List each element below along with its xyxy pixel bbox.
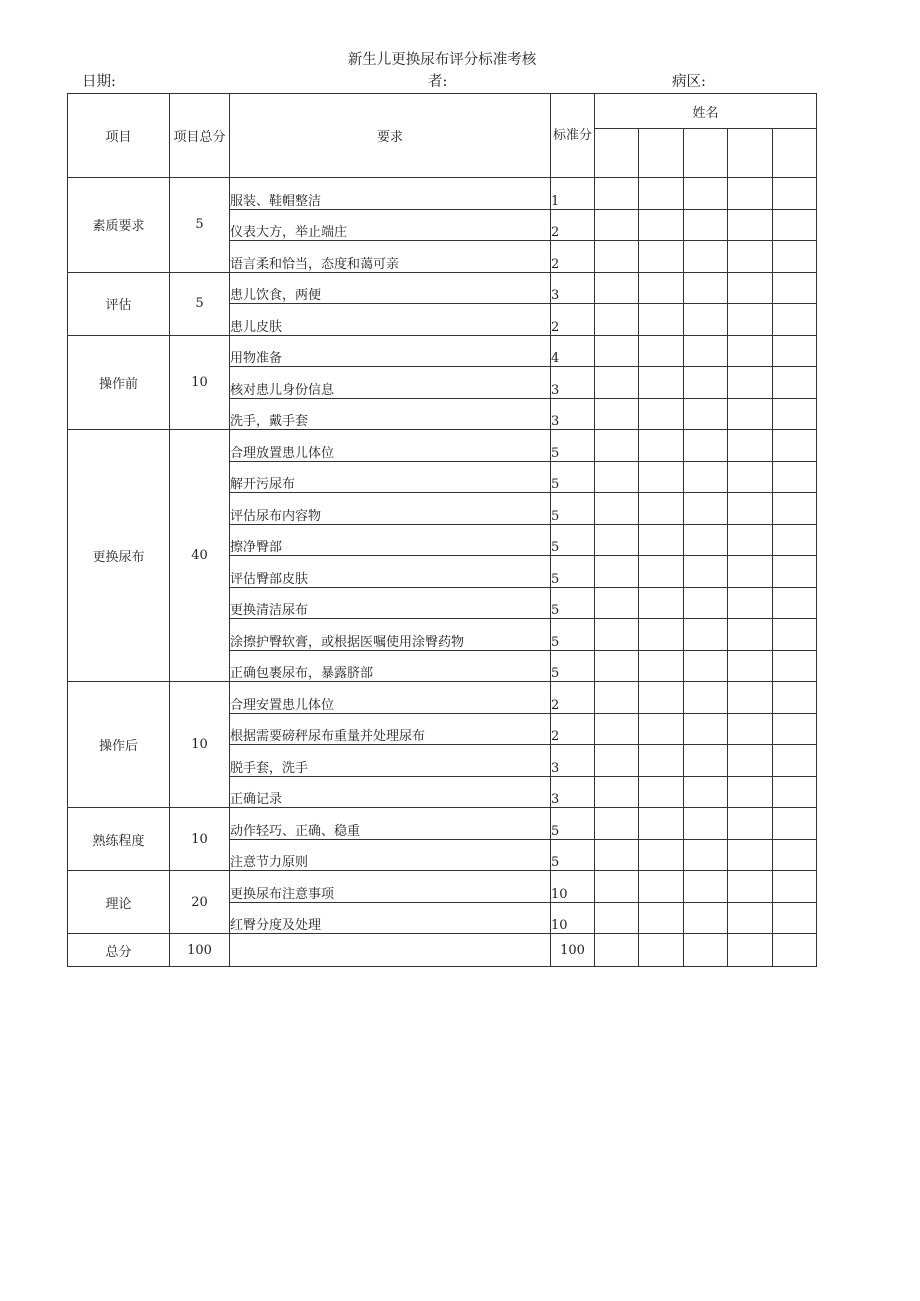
requirement-text: 核对患儿身份信息	[230, 367, 551, 399]
total-standard-score: 100	[551, 934, 595, 967]
requirement-text: 患儿皮肤	[230, 304, 551, 336]
score-input-cell[interactable]	[728, 682, 772, 714]
score-input-cell[interactable]	[772, 934, 816, 967]
score-input-cell[interactable]	[772, 178, 816, 210]
section-name: 更换尿布	[68, 430, 170, 682]
score-input-cell[interactable]	[595, 178, 639, 210]
standard-score: 1	[551, 178, 595, 210]
standard-score: 5	[551, 839, 595, 871]
requirement-text: 患儿饮食，两便	[230, 272, 551, 304]
score-input-cell[interactable]	[639, 682, 683, 714]
score-input-cell[interactable]	[683, 398, 727, 430]
requirement-text: 注意节力原则	[230, 839, 551, 871]
requirement-text: 评估臀部皮肤	[230, 556, 551, 588]
score-input-cell[interactable]	[595, 461, 639, 493]
score-input-cell[interactable]	[639, 493, 683, 525]
standard-score: 5	[551, 619, 595, 651]
standard-score: 2	[551, 682, 595, 714]
col-header-item-total: 项目总分	[170, 94, 230, 178]
score-input-cell[interactable]	[683, 839, 727, 871]
score-input-cell[interactable]	[639, 209, 683, 241]
score-input-cell[interactable]	[683, 461, 727, 493]
score-input-cell[interactable]	[772, 430, 816, 462]
requirement-text: 擦净臀部	[230, 524, 551, 556]
standard-score: 3	[551, 776, 595, 808]
score-input-cell[interactable]	[595, 209, 639, 241]
score-input-cell[interactable]	[683, 587, 727, 619]
score-input-cell[interactable]	[683, 619, 727, 651]
score-input-cell[interactable]	[595, 493, 639, 525]
score-input-cell[interactable]	[728, 808, 772, 840]
score-input-cell[interactable]	[639, 713, 683, 745]
score-input-cell[interactable]	[639, 430, 683, 462]
score-input-cell[interactable]	[728, 430, 772, 462]
section-name: 操作前	[68, 335, 170, 430]
score-input-cell[interactable]	[595, 713, 639, 745]
score-input-cell[interactable]	[683, 682, 727, 714]
score-input-cell[interactable]	[683, 745, 727, 777]
score-input-cell[interactable]	[639, 839, 683, 871]
score-input-cell[interactable]	[595, 839, 639, 871]
score-input-cell[interactable]	[728, 713, 772, 745]
page-title: 新生儿更换尿布评分标准考核	[347, 52, 537, 68]
score-input-cell[interactable]	[595, 682, 639, 714]
total-row	[68, 934, 817, 967]
section-total: 10	[170, 335, 230, 430]
score-input-cell[interactable]	[683, 808, 727, 840]
score-input-cell[interactable]	[683, 241, 727, 273]
section-total: 40	[170, 430, 230, 682]
requirement-text: 解开污尿布	[230, 461, 551, 493]
score-input-cell[interactable]	[683, 304, 727, 336]
section-total: 20	[170, 871, 230, 934]
standard-score: 5	[551, 430, 595, 462]
score-input-cell[interactable]	[639, 587, 683, 619]
score-input-cell[interactable]	[683, 493, 727, 525]
col-header-item: 项目	[68, 94, 170, 178]
score-input-cell[interactable]	[772, 493, 816, 525]
score-input-cell[interactable]	[728, 587, 772, 619]
name-input-cell[interactable]	[595, 129, 639, 178]
table-row	[68, 335, 817, 367]
requirement-text: 评估尿布内容物	[230, 493, 551, 525]
score-input-cell[interactable]	[728, 367, 772, 399]
name-input-cell[interactable]	[639, 129, 683, 178]
requirement-text: 更换尿布注意事项	[230, 871, 551, 903]
requirement-text: 根据需要磅秤尿布重量并处理尿布	[230, 713, 551, 745]
score-input-cell[interactable]	[595, 304, 639, 336]
table-row	[68, 178, 817, 210]
section-name: 熟练程度	[68, 808, 170, 871]
total-item-score: 100	[170, 934, 230, 967]
requirement-text: 语言柔和恰当，态度和蔼可亲	[230, 241, 551, 273]
score-input-cell[interactable]	[772, 682, 816, 714]
standard-score: 10	[551, 871, 595, 903]
standard-score: 5	[551, 556, 595, 588]
total-requirement-cell	[230, 934, 551, 967]
score-input-cell[interactable]	[639, 556, 683, 588]
requirement-text: 更换清洁尿布	[230, 587, 551, 619]
score-input-cell[interactable]	[728, 556, 772, 588]
score-input-cell[interactable]	[595, 587, 639, 619]
score-input-cell[interactable]	[728, 524, 772, 556]
score-input-cell[interactable]	[683, 871, 727, 903]
score-input-cell[interactable]	[772, 650, 816, 682]
requirement-text: 合理放置患儿体位	[230, 430, 551, 462]
standard-score: 5	[551, 461, 595, 493]
requirement-text: 正确包裹尿布，暴露脐部	[230, 650, 551, 682]
col-header-name: 姓名	[595, 94, 817, 129]
requirement-text: 合理安置患儿体位	[230, 682, 551, 714]
score-input-cell[interactable]	[639, 461, 683, 493]
section-name: 理论	[68, 871, 170, 934]
score-input-cell[interactable]	[683, 713, 727, 745]
score-input-cell[interactable]	[595, 524, 639, 556]
standard-score: 4	[551, 335, 595, 367]
score-input-cell[interactable]	[683, 367, 727, 399]
standard-score: 5	[551, 808, 595, 840]
score-input-cell[interactable]	[728, 209, 772, 241]
standard-score: 3	[551, 367, 595, 399]
score-input-cell[interactable]	[728, 745, 772, 777]
name-input-cell[interactable]	[683, 129, 727, 178]
score-input-cell[interactable]	[728, 461, 772, 493]
standard-score: 5	[551, 524, 595, 556]
section-name: 操作后	[68, 682, 170, 808]
score-input-cell[interactable]	[772, 556, 816, 588]
requirement-text: 洗手，戴手套	[230, 398, 551, 430]
ward-label: 病区:	[672, 74, 706, 90]
score-input-cell[interactable]	[772, 871, 816, 903]
score-input-cell[interactable]	[772, 367, 816, 399]
score-input-cell[interactable]	[772, 209, 816, 241]
score-input-cell[interactable]	[595, 398, 639, 430]
standard-score: 3	[551, 398, 595, 430]
score-input-cell[interactable]	[683, 272, 727, 304]
score-input-cell[interactable]	[683, 556, 727, 588]
score-input-cell[interactable]	[683, 776, 727, 808]
section-total: 10	[170, 682, 230, 808]
score-input-cell[interactable]	[595, 556, 639, 588]
requirement-text: 仪表大方，举止端庄	[230, 209, 551, 241]
standard-score: 5	[551, 587, 595, 619]
standard-score: 3	[551, 745, 595, 777]
score-input-cell[interactable]	[595, 272, 639, 304]
score-input-cell[interactable]	[772, 745, 816, 777]
score-input-cell[interactable]	[683, 524, 727, 556]
score-input-cell[interactable]	[639, 745, 683, 777]
score-input-cell[interactable]	[772, 902, 816, 934]
score-input-cell[interactable]	[639, 398, 683, 430]
score-input-cell[interactable]	[683, 934, 727, 967]
score-sheet-table	[67, 93, 817, 967]
standard-score: 2	[551, 713, 595, 745]
score-input-cell[interactable]	[639, 650, 683, 682]
standard-score: 5	[551, 493, 595, 525]
examiner-label: 者:	[428, 74, 448, 90]
score-input-cell[interactable]	[595, 808, 639, 840]
score-input-cell[interactable]	[772, 619, 816, 651]
section-name: 素质要求	[68, 178, 170, 273]
score-input-cell[interactable]	[728, 650, 772, 682]
total-label: 总分	[68, 934, 170, 967]
score-input-cell[interactable]	[639, 272, 683, 304]
standard-score: 10	[551, 902, 595, 934]
score-input-cell[interactable]	[595, 776, 639, 808]
score-input-cell[interactable]	[728, 839, 772, 871]
score-input-cell[interactable]	[772, 713, 816, 745]
score-input-cell[interactable]	[728, 304, 772, 336]
score-input-cell[interactable]	[595, 934, 639, 967]
score-input-cell[interactable]	[728, 493, 772, 525]
name-input-cell[interactable]	[728, 129, 772, 178]
requirement-text: 用物准备	[230, 335, 551, 367]
score-input-cell[interactable]	[639, 304, 683, 336]
score-input-cell[interactable]	[639, 241, 683, 273]
section-name: 评估	[68, 272, 170, 335]
col-header-requirement: 要求	[230, 94, 551, 178]
requirement-text: 服装、鞋帽整洁	[230, 178, 551, 210]
table-row	[68, 272, 817, 304]
section-total: 10	[170, 808, 230, 871]
requirement-text: 脱手套，洗手	[230, 745, 551, 777]
section-total: 5	[170, 178, 230, 273]
score-input-cell[interactable]	[639, 871, 683, 903]
score-input-cell[interactable]	[728, 776, 772, 808]
score-input-cell[interactable]	[728, 398, 772, 430]
score-input-cell[interactable]	[772, 398, 816, 430]
score-input-cell[interactable]	[639, 808, 683, 840]
score-input-cell[interactable]	[683, 902, 727, 934]
score-input-cell[interactable]	[728, 871, 772, 903]
score-input-cell[interactable]	[772, 461, 816, 493]
score-input-cell[interactable]	[772, 808, 816, 840]
score-input-cell[interactable]	[772, 839, 816, 871]
score-input-cell[interactable]	[595, 367, 639, 399]
name-input-cell[interactable]	[772, 129, 816, 178]
score-input-cell[interactable]	[772, 776, 816, 808]
score-input-cell[interactable]	[772, 241, 816, 273]
standard-score: 5	[551, 650, 595, 682]
standard-score: 2	[551, 209, 595, 241]
standard-score: 2	[551, 241, 595, 273]
score-input-cell[interactable]	[639, 902, 683, 934]
score-input-cell[interactable]	[728, 902, 772, 934]
score-input-cell[interactable]	[595, 335, 639, 367]
table-row	[68, 682, 817, 714]
score-input-cell[interactable]	[772, 587, 816, 619]
score-input-cell[interactable]	[639, 367, 683, 399]
score-input-cell[interactable]	[683, 430, 727, 462]
section-total: 5	[170, 272, 230, 335]
score-input-cell[interactable]	[639, 335, 683, 367]
score-input-cell[interactable]	[728, 241, 772, 273]
score-input-cell[interactable]	[639, 776, 683, 808]
score-input-cell[interactable]	[772, 335, 816, 367]
table-row	[68, 808, 817, 840]
requirement-text: 动作轻巧、正确、稳重	[230, 808, 551, 840]
score-input-cell[interactable]	[683, 209, 727, 241]
standard-score: 3	[551, 272, 595, 304]
score-input-cell[interactable]	[595, 650, 639, 682]
score-input-cell[interactable]	[683, 650, 727, 682]
score-input-cell[interactable]	[639, 934, 683, 967]
requirement-text: 正确记录	[230, 776, 551, 808]
score-input-cell[interactable]	[683, 335, 727, 367]
score-input-cell[interactable]	[728, 335, 772, 367]
score-input-cell[interactable]	[639, 178, 683, 210]
score-input-cell[interactable]	[595, 241, 639, 273]
score-input-cell[interactable]	[728, 934, 772, 967]
standard-score: 2	[551, 304, 595, 336]
score-input-cell[interactable]	[772, 304, 816, 336]
score-input-cell[interactable]	[595, 430, 639, 462]
table-row	[68, 430, 817, 462]
requirement-text: 涂擦护臀软膏，或根据医嘱使用涂臀药物	[230, 619, 551, 651]
score-input-cell[interactable]	[595, 619, 639, 651]
score-input-cell[interactable]	[683, 178, 727, 210]
table-row	[68, 871, 817, 903]
score-input-cell[interactable]	[639, 524, 683, 556]
score-input-cell[interactable]	[728, 178, 772, 210]
score-input-cell[interactable]	[639, 619, 683, 651]
score-input-cell[interactable]	[595, 745, 639, 777]
score-input-cell[interactable]	[595, 871, 639, 903]
date-label: 日期:	[82, 74, 116, 90]
score-input-cell[interactable]	[728, 619, 772, 651]
score-input-cell[interactable]	[772, 524, 816, 556]
score-input-cell[interactable]	[772, 272, 816, 304]
requirement-text: 红臀分度及处理	[230, 902, 551, 934]
score-input-cell[interactable]	[595, 902, 639, 934]
col-header-standard: 标准分	[551, 94, 595, 178]
score-input-cell[interactable]	[728, 272, 772, 304]
